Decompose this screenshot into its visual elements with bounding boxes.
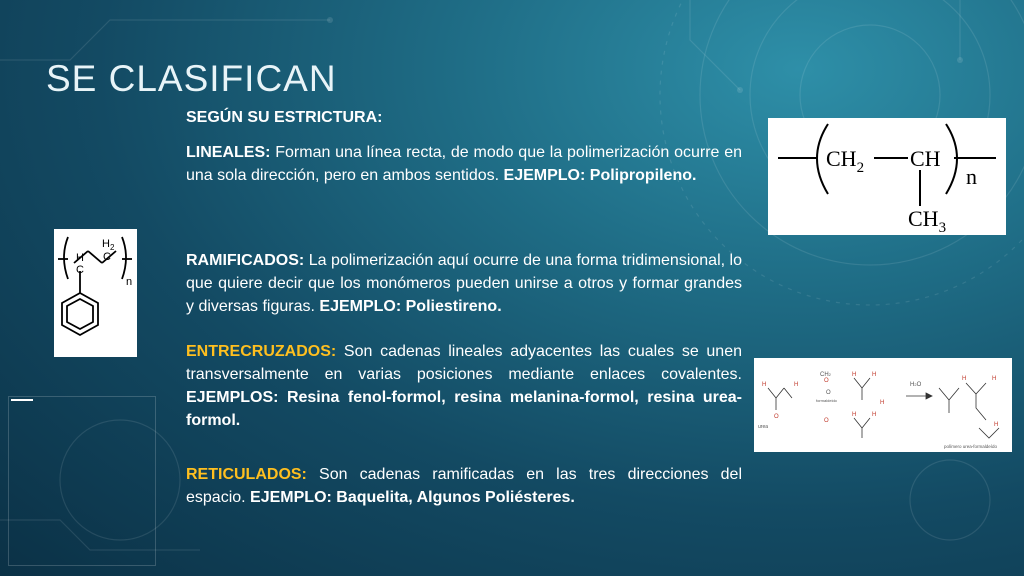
svg-text:H: H [872,372,877,378]
rxn-ch2-subscript: 2 [828,372,831,377]
polystyrene-structure-image [54,229,137,357]
keyword-ramificados: RAMIFICADOS: [186,252,305,269]
svg-text:H: H [994,422,999,428]
urea-label: urea [758,424,769,430]
svg-text:O: O [824,418,829,424]
paragraph-entrecruzados [186,340,742,432]
svg-text:H: H [794,382,799,388]
text-lineales: Forman una línea recta, de modo que la polimerización ocurre en una sola dirección, pero en ambos sentidos. [186,144,742,184]
svg-text:H: H [762,382,767,388]
ch3-label: CH [908,206,939,231]
rxn-h2o-o-label: O [916,382,922,388]
svg-text:H: H [852,372,857,378]
formaldeido-label: formaldeido [816,398,837,403]
keyword-reticulados: RETICULADOS: [186,466,307,483]
ch-label: CH [910,146,941,171]
urea-formaldehyde-reaction-image [754,358,1012,452]
text-reticulados: Son cadenas ramificadas en las tres direcciones del espacio. [186,466,742,506]
h2-label: H [102,238,110,250]
svg-text:H2 [102,238,115,252]
ch2-label: CH [826,146,857,171]
example-reticulados: EJEMPLO: Baquelita, Algunos Poliésteres. [250,489,575,506]
example-entrecruzados: EJEMPLOS: Resina fenol-formol, resina melanina-formol, resina urea-formol. [186,389,742,429]
svg-text:CH2 [820,372,832,378]
h-label: H [76,252,84,264]
polystyrene-diagram [54,229,137,357]
text-entrecruzados: Son cadenas lineales adyacentes las cuales se unen transversalmente en varias posiciones mediante enlaces covalentes. [186,343,742,383]
n-label: n [966,164,977,189]
rxn-ch2-label: CH [820,372,829,378]
svg-text:H: H [992,376,997,382]
paragraph-reticulados [186,463,742,509]
polimero-label: polímero urea-formaldeído [944,444,998,449]
svg-text:H: H [880,400,885,406]
ch3-subscript: 3 [938,220,947,235]
polypropylene-structure-image [768,118,1006,235]
slide-title: SE CLASIFICAN [46,58,337,99]
keyword-lineales: LINEALES: [186,144,271,161]
keyword-entrecruzados: ENTRECRUZADOS: [186,343,337,360]
reaction-diagram [754,358,1012,452]
paragraph-lineales [186,141,742,187]
svg-text:CH2 [826,146,864,176]
n-subscript-label: n [126,276,133,288]
text-ramificados: La polimerización aquí ocurre de una forma tridimensional, lo que quiere decir que los monómeros pueden unirse a otros y formar grandes y diversas figuras. [186,252,742,315]
polypropylene-diagram [768,118,1006,235]
rxn-h2o-label: H [910,382,915,388]
example-lineales: EJEMPLO: Polipropileno. [503,167,697,184]
h2-subscript: 2 [109,243,115,252]
rxn-h2o-subscript: 2 [914,382,917,387]
c-top-label: C [103,251,111,263]
placeholder-marker [11,399,33,401]
svg-text:CH3 [908,206,946,235]
paragraph-ramificados [186,249,742,318]
svg-text:O: O [774,414,779,420]
svg-text:H: H [962,376,967,382]
slide-body [186,106,742,509]
svg-text:H: H [872,412,877,418]
c-left-label: C [76,264,84,276]
ch2-subscript: 2 [856,160,865,176]
svg-text:O: O [824,378,829,384]
svg-text:H: H [852,412,857,418]
example-ramificados: EJEMPLO: Poliestireno. [319,298,502,315]
rxn-o-label: O [826,390,831,396]
svg-text:H2O [910,382,922,388]
image-placeholder [8,396,156,566]
section-subtitle: SEGÚN SU ESTRICTURA: [186,109,383,126]
